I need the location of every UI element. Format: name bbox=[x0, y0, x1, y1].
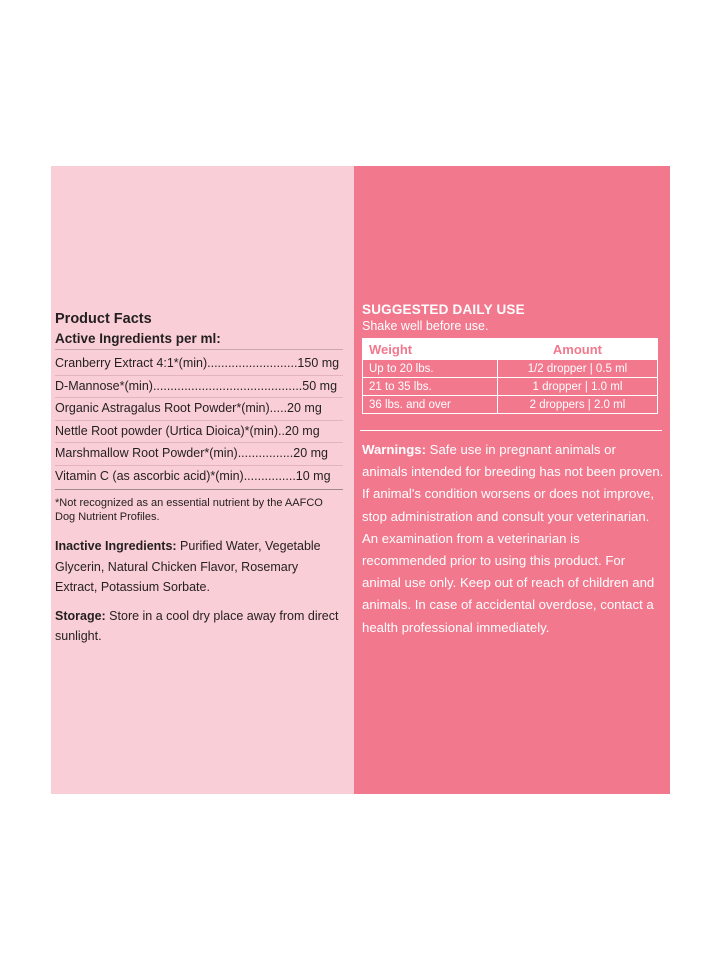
suggested-use-panel bbox=[354, 166, 670, 794]
warnings bbox=[362, 439, 664, 639]
table-row bbox=[363, 360, 658, 378]
dosage-table bbox=[362, 338, 658, 414]
inactive-ingredients bbox=[55, 536, 343, 598]
product-facts-title: Product Facts bbox=[55, 311, 152, 327]
product-facts-panel bbox=[51, 166, 354, 794]
amount-header: Amount bbox=[497, 339, 657, 360]
ingredient-row: Nettle Root powder (Urtica Dioica)*(min)..20 mg bbox=[55, 421, 343, 444]
warnings-label: Warnings: bbox=[362, 442, 426, 457]
storage-text: Store in a cool dry place away from direct sunlight. bbox=[55, 608, 339, 643]
aafco-footnote: *Not recognized as an essential nutrient by the AAFCO Dog Nutrient Profiles. bbox=[55, 497, 323, 523]
ingredient-row: D-Mannose*(min)...........................................50 mg bbox=[55, 376, 343, 399]
suggested-daily-use-title: SUGGESTED DAILY USE bbox=[362, 302, 525, 317]
inactive-ingredients-text: Purified Water, Vegetable Glycerin, Natural Chicken Flavor, Rosemary Extract, Potassium Sorbate. bbox=[55, 539, 321, 594]
weight-cell: Up to 20 lbs. bbox=[363, 360, 498, 378]
ingredient-list bbox=[55, 353, 343, 490]
dosage-table-header bbox=[363, 339, 658, 360]
ingredient-row: Marshmallow Root Powder*(min)................20 mg bbox=[55, 443, 343, 466]
table-row bbox=[363, 378, 658, 396]
storage-label: Storage: bbox=[55, 608, 106, 623]
amount-cell: 2 droppers | 2.0 ml bbox=[497, 396, 657, 414]
amount-cell: 1/2 dropper | 0.5 ml bbox=[497, 360, 657, 378]
storage-info bbox=[55, 606, 343, 647]
table-row bbox=[363, 396, 658, 414]
weight-cell: 21 to 35 lbs. bbox=[363, 378, 498, 396]
weight-header: Weight bbox=[363, 339, 498, 360]
active-ingredients-header: Active Ingredients per ml: bbox=[55, 331, 343, 350]
ingredient-row: Cranberry Extract 4:1*(min)..........................150 mg bbox=[55, 353, 343, 376]
inactive-ingredients-label: Inactive Ingredients: bbox=[55, 539, 177, 553]
divider bbox=[360, 430, 662, 431]
weight-cell: 36 lbs. and over bbox=[363, 396, 498, 414]
ingredient-row: Vitamin C (as ascorbic acid)*(min)...............10 mg bbox=[55, 468, 331, 483]
amount-cell: 1 dropper | 1.0 ml bbox=[497, 378, 657, 396]
shake-instruction: Shake well before use. bbox=[362, 319, 489, 333]
ingredient-row: Organic Astragalus Root Powder*(min).....20 mg bbox=[55, 398, 343, 421]
warnings-text: Safe use in pregnant animals or animals intended for breeding has not been proven. If animal's condition worsens or does not improve, stop administration and consult your veterinarian. An examination from a veterinarian is recommended prior to using this product. For animal use only. Keep out of reach of children and animals. In case of accidental overdose, contact a health professional immediately. bbox=[362, 442, 664, 635]
